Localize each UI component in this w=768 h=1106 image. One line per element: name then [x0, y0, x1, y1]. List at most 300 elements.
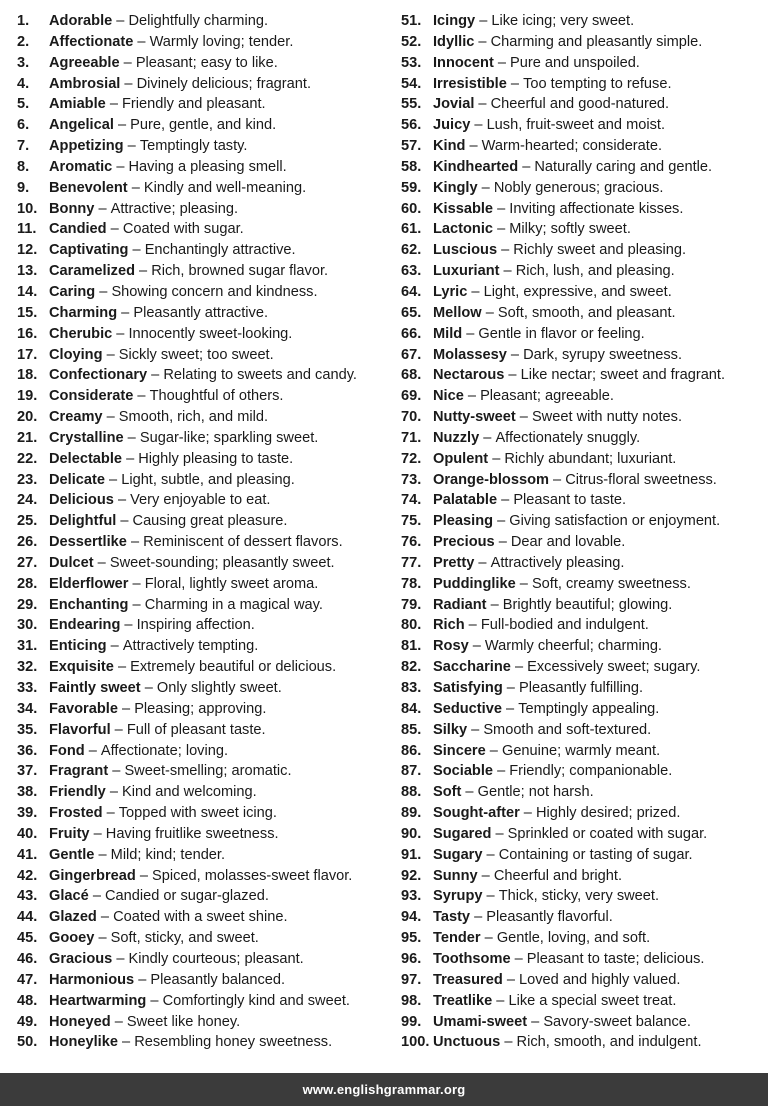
item-definition: Lush, fruit-sweet and moist.	[486, 117, 666, 134]
item-dash-separator: –	[518, 158, 535, 175]
item-word: Juicy	[433, 117, 471, 134]
item-word: Dulcet	[49, 554, 94, 571]
item-dash-separator: –	[102, 409, 119, 426]
item-dash-separator: –	[497, 492, 514, 509]
item-number: 64.	[401, 283, 422, 300]
item-dash-separator: –	[527, 1013, 544, 1030]
list-item	[17, 490, 387, 511]
item-number: 56.	[401, 117, 422, 134]
item-number: 86.	[401, 742, 422, 759]
item-number: 78.	[401, 575, 422, 592]
item-number: 95.	[401, 930, 422, 947]
item-word: Cherubic	[49, 325, 113, 342]
item-definition: Excessively sweet; sugary.	[527, 659, 701, 676]
item-dash-separator: –	[110, 721, 127, 738]
list-item	[17, 615, 387, 636]
item-definition: Like icing; very sweet.	[491, 13, 635, 29]
item-word: Nice	[433, 388, 464, 405]
item-number: 9.	[17, 179, 30, 196]
item-word: Honeyed	[49, 1013, 111, 1030]
list-item	[17, 657, 387, 678]
item-dash-separator: –	[94, 930, 111, 947]
list-item	[17, 345, 387, 366]
item-number: 48.	[17, 992, 38, 1009]
item-definition: Pleasant to taste.	[513, 492, 627, 509]
item-dash-separator: –	[492, 992, 509, 1009]
item-dash-separator: –	[112, 13, 129, 29]
list-item	[17, 74, 387, 95]
item-word: Aromatic	[49, 158, 113, 175]
list-item	[17, 136, 387, 157]
item-number: 51.	[401, 13, 422, 29]
item-word: Enchanting	[49, 596, 129, 613]
item-dash-separator: –	[482, 888, 499, 905]
list-item	[17, 386, 387, 407]
item-definition: Pleasantly balanced.	[150, 971, 286, 988]
list-item	[401, 303, 761, 324]
item-definition: Only slightly sweet.	[156, 680, 282, 696]
item-dash-separator: –	[112, 950, 129, 967]
item-word: Kissable	[433, 200, 494, 217]
item-word: Radiant	[433, 596, 487, 613]
item-dash-separator: –	[113, 659, 131, 676]
item-definition: Smooth, rich, and mild.	[118, 409, 269, 426]
item-number: 59.	[401, 179, 422, 196]
item-word: Orange-blossom	[433, 471, 549, 488]
item-dash-separator: –	[497, 242, 514, 259]
item-number: 28.	[17, 575, 38, 592]
item-dash-separator: –	[519, 805, 536, 822]
item-definition: Delightfully charming.	[128, 13, 268, 29]
item-number: 52.	[401, 33, 422, 50]
item-word: Tasty	[433, 909, 471, 926]
item-word: Delicious	[49, 492, 114, 509]
item-dash-separator: –	[462, 325, 479, 342]
item-definition: Warmly cheerful; charming.	[484, 638, 662, 655]
list-item	[401, 824, 761, 845]
item-word: Honeylike	[49, 1034, 118, 1051]
item-word: Sugary	[433, 846, 483, 863]
item-dash-separator: –	[506, 346, 524, 363]
item-number: 6.	[17, 117, 30, 134]
item-number: 43.	[17, 888, 38, 905]
footer-website-text: www.englishgrammar.org	[302, 1082, 466, 1097]
list-item	[401, 720, 761, 741]
item-number: 79.	[401, 596, 422, 613]
item-definition: Dear and lovable.	[510, 534, 626, 551]
item-dash-separator: –	[502, 971, 519, 988]
item-definition: Pleasantly fulfilling.	[518, 680, 644, 696]
item-definition: Charming in a magical way.	[144, 596, 323, 613]
item-dash-separator: –	[475, 13, 492, 29]
item-word: Cloying	[49, 346, 103, 363]
item-definition: Reminiscent of dessert flavors.	[143, 534, 343, 551]
item-number: 36.	[17, 742, 38, 759]
footer-banner	[0, 1073, 768, 1106]
item-word: Candied	[49, 221, 107, 238]
item-definition: Kind and welcoming.	[122, 784, 257, 801]
list-item	[401, 428, 761, 449]
item-number: 61.	[401, 221, 422, 238]
item-definition: Attractively tempting.	[122, 638, 259, 655]
list-item	[401, 115, 761, 136]
item-dash-separator: –	[504, 367, 521, 384]
item-definition: Cheerful and good-natured.	[490, 96, 670, 113]
item-definition: Sprinkled or coated with sugar.	[507, 825, 708, 842]
item-word: Elderflower	[49, 575, 129, 592]
item-definition: Sickly sweet; too sweet.	[118, 346, 274, 363]
item-dash-separator: –	[88, 888, 105, 905]
item-number: 38.	[17, 784, 38, 801]
list-item	[17, 240, 387, 261]
item-number: 44.	[17, 909, 38, 926]
item-dash-separator: –	[461, 784, 478, 801]
list-item	[401, 803, 761, 824]
item-word: Silky	[433, 721, 468, 738]
list-item	[401, 324, 761, 345]
item-dash-separator: –	[481, 304, 498, 321]
item-number: 19.	[17, 388, 38, 405]
item-dash-separator: –	[123, 138, 140, 155]
list-item	[401, 532, 761, 553]
item-word: Sunny	[433, 867, 478, 884]
item-definition: Sweet with nutty notes.	[531, 409, 683, 426]
list-item	[17, 365, 387, 386]
item-definition: Citrus-floral sweetness.	[565, 471, 717, 488]
list-item	[401, 1032, 761, 1053]
item-word: Captivating	[49, 242, 129, 259]
item-definition: Pure, gentle, and kind.	[130, 117, 277, 134]
item-number: 81.	[401, 638, 422, 655]
item-number: 30.	[17, 617, 38, 634]
item-number: 46.	[17, 950, 38, 967]
item-dash-separator: –	[134, 263, 152, 280]
item-definition: Coated with a sweet shine.	[113, 909, 288, 926]
item-dash-separator: –	[486, 596, 503, 613]
item-number: 8.	[17, 158, 30, 175]
item-dash-separator: –	[464, 617, 481, 634]
item-word: Considerate	[49, 388, 134, 405]
item-dash-separator: –	[480, 930, 497, 947]
item-number: 85.	[401, 721, 422, 738]
item-dash-separator: –	[106, 221, 123, 238]
item-number: 97.	[401, 971, 422, 988]
item-number: 15.	[17, 304, 38, 321]
item-definition: Too tempting to refuse.	[523, 75, 672, 92]
item-definition: Spiced, molasses-sweet flavor.	[152, 867, 353, 884]
item-number: 20.	[17, 409, 38, 426]
item-dash-separator: –	[117, 1034, 135, 1051]
item-dash-separator: –	[84, 742, 101, 759]
item-number: 17.	[17, 346, 38, 363]
item-word: Palatable	[433, 492, 498, 509]
item-definition: Innocently sweet-looking.	[128, 325, 293, 342]
item-definition: Relating to sweets and candy.	[163, 367, 357, 384]
item-dash-separator: –	[106, 638, 123, 655]
list-item	[401, 615, 761, 636]
item-word: Kindhearted	[433, 158, 519, 175]
item-dash-separator: –	[463, 388, 481, 405]
item-number: 34.	[17, 700, 38, 717]
item-number: 91.	[401, 846, 422, 863]
list-item	[17, 219, 387, 240]
item-definition: Mild; kind; tender.	[110, 846, 226, 863]
item-word: Ambrosial	[49, 75, 121, 92]
list-item	[401, 261, 761, 282]
item-word: Favorable	[49, 700, 118, 717]
item-definition: Warm-hearted; considerate.	[481, 138, 663, 155]
list-item	[17, 782, 387, 803]
item-definition: Highly pleasing to taste.	[138, 450, 294, 467]
list-item	[17, 595, 387, 616]
item-dash-separator: –	[493, 513, 510, 530]
item-word: Exquisite	[49, 659, 114, 676]
list-item	[401, 553, 761, 574]
item-number: 57.	[401, 138, 422, 155]
item-definition: Cheerful and bright.	[493, 867, 623, 884]
item-dash-separator: –	[133, 33, 150, 50]
item-definition: Pure and unspoiled.	[510, 54, 640, 71]
item-dash-separator: –	[134, 971, 151, 988]
item-dash-separator: –	[110, 1013, 127, 1030]
item-dash-separator: –	[493, 200, 510, 217]
item-number: 47.	[17, 971, 38, 988]
item-number: 12.	[17, 242, 38, 259]
item-word: Precious	[433, 534, 495, 551]
item-word: Fragrant	[49, 763, 109, 780]
item-number: 21.	[17, 429, 38, 446]
item-number: 16.	[17, 325, 38, 342]
item-definition: Pleasant to taste; delicious.	[526, 950, 705, 967]
item-word: Agreeable	[49, 54, 120, 71]
item-number: 13.	[17, 263, 38, 280]
item-number: 70.	[401, 409, 422, 426]
item-word: Toothsome	[433, 950, 511, 967]
item-dash-separator: –	[477, 179, 494, 196]
item-number: 26.	[17, 534, 38, 551]
item-dash-separator: –	[510, 659, 528, 676]
item-word: Jovial	[433, 96, 475, 113]
item-dash-separator: –	[105, 784, 122, 801]
item-dash-separator: –	[93, 554, 110, 571]
item-word: Glacé	[49, 888, 89, 905]
list-item	[401, 845, 761, 866]
list-item	[17, 532, 387, 553]
list-item	[401, 490, 761, 511]
list-item	[17, 428, 387, 449]
item-definition: Thick, sticky, very sweet.	[498, 888, 660, 905]
item-number: 1.	[17, 13, 30, 29]
list-item	[17, 970, 387, 991]
item-definition: Light, subtle, and pleasing.	[121, 471, 295, 488]
list-item	[17, 94, 387, 115]
list-item	[17, 741, 387, 762]
item-dash-separator: –	[94, 200, 111, 217]
item-number: 3.	[17, 54, 30, 71]
list-item	[401, 907, 761, 928]
item-word: Charming	[49, 304, 118, 321]
item-number: 90.	[401, 825, 422, 842]
item-definition: Giving satisfaction or enjoyment.	[509, 513, 721, 530]
item-dash-separator: –	[470, 117, 487, 134]
item-dash-separator: –	[122, 450, 139, 467]
item-word: Opulent	[433, 450, 489, 467]
item-dash-separator: –	[493, 54, 511, 71]
item-word: Gooey	[49, 930, 95, 947]
item-dash-separator: –	[108, 763, 125, 780]
item-definition: Sweet-smelling; aromatic.	[124, 763, 292, 780]
item-dash-separator: –	[510, 950, 527, 967]
list-item	[17, 11, 387, 32]
item-definition: Affectionate; loving.	[100, 742, 229, 759]
item-word: Friendly	[49, 784, 106, 801]
item-dash-separator: –	[140, 680, 157, 696]
item-dash-separator: –	[474, 33, 491, 50]
item-word: Heartwarming	[49, 992, 147, 1009]
item-number: 74.	[401, 492, 422, 509]
item-number: 58.	[401, 158, 422, 175]
list-item	[401, 511, 761, 532]
item-dash-separator: –	[474, 96, 491, 113]
item-word: Syrupy	[433, 888, 483, 905]
list-item	[17, 886, 387, 907]
item-definition: Charming and pleasantly simple.	[490, 33, 703, 50]
list-item	[401, 365, 761, 386]
list-item	[401, 407, 761, 428]
list-item	[401, 928, 761, 949]
list-item	[401, 240, 761, 261]
list-item	[401, 282, 761, 303]
list-item	[401, 157, 761, 178]
item-number: 54.	[401, 75, 422, 92]
item-dash-separator: –	[499, 263, 516, 280]
item-word: Icingy	[433, 13, 476, 29]
item-word: Treatlike	[433, 992, 493, 1009]
item-word: Tender	[433, 930, 481, 947]
item-dash-separator: –	[515, 575, 532, 592]
item-word: Soft	[433, 784, 462, 801]
item-number: 96.	[401, 950, 422, 967]
word-list-column-right	[401, 11, 761, 1053]
item-dash-separator: –	[120, 75, 137, 92]
item-definition: Richly sweet and pleasing.	[513, 242, 687, 259]
item-word: Flavorful	[49, 721, 111, 738]
item-number: 65.	[401, 304, 422, 321]
item-definition: Gentle in flavor or feeling.	[478, 325, 645, 342]
item-word: Lactonic	[433, 221, 494, 238]
item-definition: Like nectar; sweet and fragrant.	[520, 367, 726, 384]
list-item	[401, 386, 761, 407]
item-number: 49.	[17, 1013, 38, 1030]
list-item	[401, 1012, 761, 1033]
list-item	[401, 136, 761, 157]
item-word: Luscious	[433, 242, 498, 259]
item-definition: Nobly generous; gracious.	[493, 179, 664, 196]
item-definition: Rich, browned sugar flavor.	[151, 263, 329, 280]
item-number: 82.	[401, 659, 422, 676]
item-definition: Temptingly tasty.	[139, 138, 248, 155]
item-definition: Sugar-like; sparkling sweet.	[139, 429, 319, 446]
item-dash-separator: –	[488, 450, 505, 467]
list-item	[17, 824, 387, 845]
item-word: Molassesy	[433, 346, 507, 363]
list-item	[401, 949, 761, 970]
item-word: Faintly sweet	[49, 680, 141, 696]
item-number: 32.	[17, 659, 38, 676]
list-item	[17, 157, 387, 178]
item-definition: Warmly loving; tender.	[149, 33, 294, 50]
item-dash-separator: –	[128, 242, 145, 259]
item-number: 71.	[401, 429, 422, 446]
item-definition: Naturally caring and gentle.	[534, 158, 713, 175]
item-word: Caring	[49, 283, 96, 300]
list-item	[401, 94, 761, 115]
item-number: 45.	[17, 930, 38, 947]
item-definition: Containing or tasting of sugar.	[498, 846, 693, 863]
item-word: Dessertlike	[49, 534, 127, 551]
item-definition: Having a pleasing smell.	[128, 158, 287, 175]
list-item	[401, 574, 761, 595]
item-definition: Pleasing; approving.	[134, 700, 267, 717]
item-number: 93.	[401, 888, 422, 905]
item-word: Satisfying	[433, 680, 503, 696]
item-dash-separator: –	[113, 492, 131, 509]
list-item	[401, 741, 761, 762]
item-definition: Kindly and well-meaning.	[143, 179, 307, 196]
list-item	[401, 782, 761, 803]
item-number: 53.	[401, 54, 422, 71]
item-number: 92.	[401, 867, 422, 884]
item-definition: Coated with sugar.	[122, 221, 244, 238]
item-number: 68.	[401, 367, 422, 384]
item-dash-separator: –	[120, 617, 137, 634]
list-item	[17, 115, 387, 136]
list-item	[17, 761, 387, 782]
item-dash-separator: –	[147, 367, 164, 384]
item-definition: Sweet-sounding; pleasantly sweet.	[109, 554, 335, 571]
item-definition: Full-bodied and indulgent.	[480, 617, 649, 634]
item-dash-separator: –	[474, 554, 491, 571]
item-dash-separator: –	[133, 388, 150, 405]
item-word: Idyllic	[433, 33, 475, 50]
list-item	[401, 699, 761, 720]
item-definition: Comfortingly kind and sweet.	[162, 992, 350, 1009]
item-word: Saccharine	[433, 659, 511, 676]
item-dash-separator: –	[548, 471, 566, 488]
item-definition: Pleasantly attractive.	[133, 304, 268, 321]
item-word: Adorable	[49, 13, 113, 29]
item-word: Angelical	[49, 117, 114, 134]
item-number: 62.	[401, 242, 422, 259]
item-definition: Light, expressive, and sweet.	[483, 283, 672, 300]
list-item	[401, 866, 761, 887]
item-number: 73.	[401, 471, 422, 488]
item-definition: Inspiring affection.	[136, 617, 255, 634]
item-number: 72.	[401, 450, 422, 467]
item-number: 41.	[17, 846, 38, 863]
item-number: 87.	[401, 763, 422, 780]
item-number: 76.	[401, 534, 422, 551]
item-definition: Soft, smooth, and pleasant.	[497, 304, 676, 321]
item-definition: Candied or sugar-glazed.	[105, 888, 269, 905]
item-number: 77.	[401, 554, 422, 571]
item-word: Rosy	[433, 638, 469, 655]
item-word: Unctuous	[433, 1034, 501, 1051]
item-dash-separator: –	[117, 700, 135, 717]
item-number: 42.	[17, 867, 38, 884]
item-word: Crystalline	[49, 429, 124, 446]
list-item	[401, 636, 761, 657]
